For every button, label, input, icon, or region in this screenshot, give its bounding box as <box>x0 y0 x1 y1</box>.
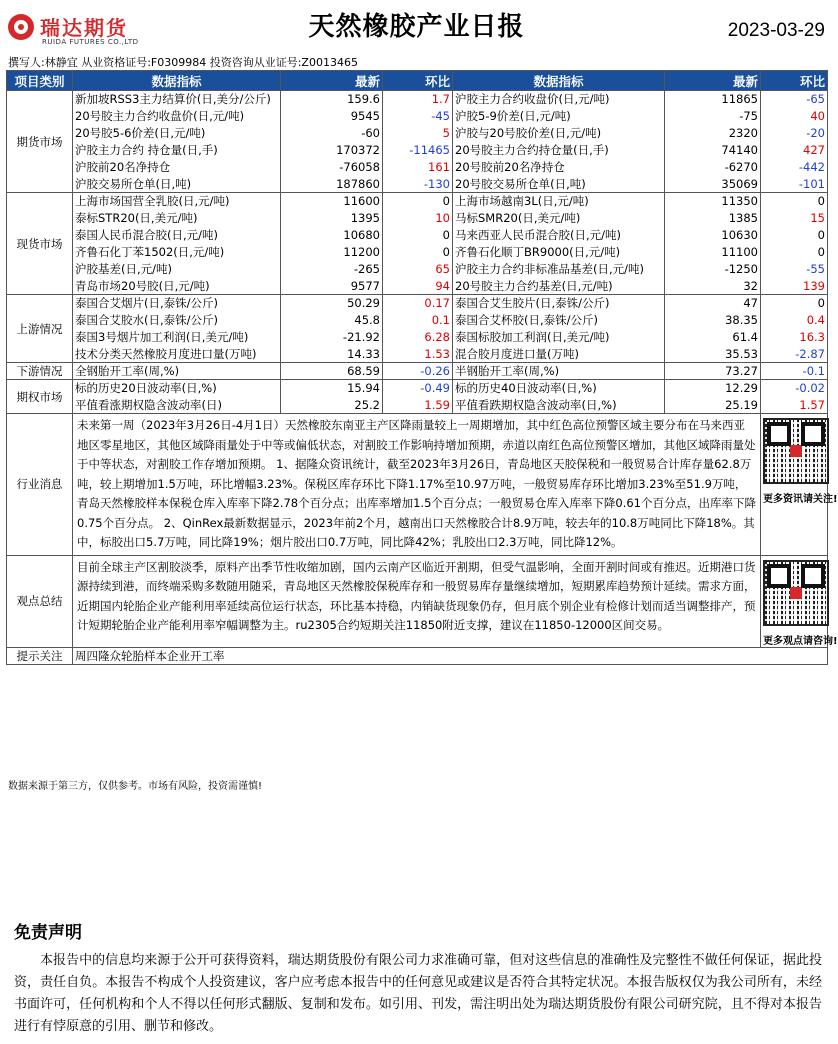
indicator-left: 泰国人民币混合胶(日,元/吨) <box>73 227 281 244</box>
change-right: 15 <box>761 210 828 227</box>
indicator-left: 20号胶主力合约收盘价(日,元/吨) <box>73 108 281 125</box>
latest-left: 45.8 <box>281 312 383 329</box>
table-row <box>7 346 828 363</box>
table-row <box>7 397 828 414</box>
category-cell: 期权市场 <box>7 380 73 414</box>
latest-right: 73.27 <box>665 363 761 380</box>
latest-left: 11200 <box>281 244 383 261</box>
table-row <box>7 329 828 346</box>
change-left: -45 <box>383 108 453 125</box>
latest-right: 12.29 <box>665 380 761 397</box>
latest-left: 25.2 <box>281 397 383 414</box>
header-indicator-right: 数据指标 <box>453 71 665 91</box>
indicator-left: 沪胶前20名净持仓 <box>73 159 281 176</box>
change-right: 0 <box>761 295 828 312</box>
change-left: 94 <box>383 278 453 295</box>
latest-left: 11600 <box>281 193 383 210</box>
indicator-left: 技术分类天然橡胶月度进口量(万吨) <box>73 346 281 363</box>
table-row <box>7 193 828 210</box>
tips-text: 周四隆众轮胎样本企业开工率 <box>73 647 828 664</box>
news-row <box>7 414 828 556</box>
indicator-left: 全钢胎开工率(周,%) <box>73 363 281 380</box>
latest-right: 32 <box>665 278 761 295</box>
indicator-right: 20号胶主力合约基差(日,元/吨) <box>453 278 665 295</box>
change-right: 139 <box>761 278 828 295</box>
report-title: 天然橡胶产业日报 <box>308 12 525 42</box>
change-left: 0.17 <box>383 295 453 312</box>
latest-left: -60 <box>281 125 383 142</box>
change-right: 40 <box>761 108 828 125</box>
header-change-left: 环比 <box>383 71 453 91</box>
indicator-right: 混合胶月度进口量(万吨) <box>453 346 665 363</box>
indicator-right: 20号胶前20名净持仓 <box>453 159 665 176</box>
indicator-left: 齐鲁石化丁苯1502(日,元/吨) <box>73 244 281 261</box>
indicator-left: 沪胶基差(日,元/吨) <box>73 261 281 278</box>
indicator-right: 标的历史40日波动率(日,%) <box>453 380 665 397</box>
table-row <box>7 278 828 295</box>
latest-left: 9577 <box>281 278 383 295</box>
qr-code-icon <box>763 560 829 626</box>
source-note: 数据来源于第三方，仅供参考。市场有风险，投资需谨慎! <box>8 781 263 792</box>
table-row <box>7 159 828 176</box>
view-row <box>7 555 828 647</box>
latest-right: 38.35 <box>665 312 761 329</box>
indicator-right: 泰国合艾杯胶(日,泰铢/公斤) <box>453 312 665 329</box>
change-left: 0 <box>383 227 453 244</box>
indicator-right: 沪胶与20号胶价差(日,元/吨) <box>453 125 665 142</box>
category-cell: 上游情况 <box>7 295 73 363</box>
latest-left: 159.6 <box>281 91 383 108</box>
indicator-left: 标的历史20日波动率(日,%) <box>73 380 281 397</box>
qr-code-icon <box>763 418 829 484</box>
latest-right: -6270 <box>665 159 761 176</box>
change-right: 16.3 <box>761 329 828 346</box>
change-left: -130 <box>383 176 453 193</box>
latest-left: 68.59 <box>281 363 383 380</box>
report-date: 2023-03-29 <box>727 20 825 41</box>
change-right: -2.87 <box>761 346 828 363</box>
news-category: 行业消息 <box>7 414 73 556</box>
indicator-right: 马来西亚人民币混合胶(日,元/吨) <box>453 227 665 244</box>
indicator-right: 沪胶主力合约收盘价(日,元/吨) <box>453 91 665 108</box>
change-right: 0.4 <box>761 312 828 329</box>
latest-right: 10630 <box>665 227 761 244</box>
change-left: 0 <box>383 244 453 261</box>
indicator-right: 马标SMR20(日,美元/吨) <box>453 210 665 227</box>
latest-right: 25.19 <box>665 397 761 414</box>
change-right: -20 <box>761 125 828 142</box>
table-row <box>7 210 828 227</box>
change-left: 0.1 <box>383 312 453 329</box>
latest-right: 11350 <box>665 193 761 210</box>
change-right: -65 <box>761 91 828 108</box>
table-row <box>7 380 828 397</box>
latest-right: 2320 <box>665 125 761 142</box>
view-text: 目前全球主产区割胶淡季，原料产出季节性收缩加剧，国内云南产区临近开割期，但受气温影响，全面开割时间或有推迟。近期港口货源持续到港，而终端采购多数随用随采，青岛地区天然橡胶保税库存和一般贸易库存量继续增加，短期累库趋势预计延续。需求方面，近期国内轮胎企业产能利用率延续高位运行状态，环比基本持稳，内销缺货现象仍存，但月底个别企业有检修计划而适当调整排产，预计短期轮胎企业产能利用率窄幅调整为主。ru2305合约短期关注11850附近支撑，建议在11850-12000区间交易。 <box>73 555 761 647</box>
latest-right: 35.53 <box>665 346 761 363</box>
latest-left: 187860 <box>281 176 383 193</box>
indicator-right: 半钢胎开工率(周,%) <box>453 363 665 380</box>
indicator-left: 泰国合艾胶水(日,泰铢/公斤) <box>73 312 281 329</box>
change-right: -55 <box>761 261 828 278</box>
latest-right: 74140 <box>665 142 761 159</box>
category-cell: 下游情况 <box>7 363 73 380</box>
category-cell: 期货市场 <box>7 91 73 193</box>
latest-right: 61.4 <box>665 329 761 346</box>
table-header-row <box>7 71 828 91</box>
latest-left: 9545 <box>281 108 383 125</box>
indicator-right: 平值看跌期权隐含波动率(日,%) <box>453 397 665 414</box>
news-qr-cell <box>761 414 838 556</box>
indicator-left: 沪胶主力合约 持仓量(日,手) <box>73 142 281 159</box>
text-section-body <box>7 414 838 665</box>
data-table <box>6 70 838 665</box>
header-latest-left: 最新 <box>281 71 383 91</box>
change-right: 0 <box>761 227 828 244</box>
change-left: 5 <box>383 125 453 142</box>
header-indicator-left: 数据指标 <box>73 71 281 91</box>
latest-left: 10680 <box>281 227 383 244</box>
header-latest-right: 最新 <box>665 71 761 91</box>
table-row <box>7 142 828 159</box>
latest-left: -21.92 <box>281 329 383 346</box>
change-right: -442 <box>761 159 828 176</box>
latest-right: -75 <box>665 108 761 125</box>
indicator-right: 泰国标胶加工利润(日,美元/吨) <box>453 329 665 346</box>
change-left: 1.7 <box>383 91 453 108</box>
table-row <box>7 312 828 329</box>
indicator-right: 沪胶主力合约非标准品基差(日,元/吨) <box>453 261 665 278</box>
indicator-left: 20号胶5-6价差(日,元/吨) <box>73 125 281 142</box>
indicator-right: 上海市场越南3L(日,元/吨) <box>453 193 665 210</box>
category-cell: 现货市场 <box>7 193 73 295</box>
table-body <box>7 91 828 414</box>
change-right: 427 <box>761 142 828 159</box>
indicator-left: 泰国合艾烟片(日,泰铢/公斤) <box>73 295 281 312</box>
change-left: 1.53 <box>383 346 453 363</box>
change-right: -0.02 <box>761 380 828 397</box>
indicator-right: 泰国合艾生胶片(日,泰铢/公斤) <box>453 295 665 312</box>
disclaimer-text: 本报告中的信息均来源于公开可获得资料，瑞达期货股份有限公司力求准确可靠，但对这些信息的准确性及完整性不做任何保证，据此投资，责任自负。本报告不构成个人投资建议，客户应考虑本报告中的任何意见或建议是否符合其特定状况。本报告版权仅为我公司所有，未经书面许可，任何机构和个人不得以任何形式翻版、复制和发布。如引用、刊发，需注明出处为瑞达期货股份有限公司研究院，且不得对本报告进行有悖原意的引用、删节和修改。 <box>14 953 822 1034</box>
latest-right: -1250 <box>665 261 761 278</box>
table-row <box>7 295 828 312</box>
logo-cn-text: 瑞达期货 <box>40 16 128 40</box>
indicator-right: 20号胶交易所仓单(日,吨) <box>453 176 665 193</box>
disclaimer-title: 免责声明 <box>14 923 82 943</box>
table-row <box>7 125 828 142</box>
indicator-left: 泰国3号烟片加工利润(日,美元/吨) <box>73 329 281 346</box>
table-row <box>7 176 828 193</box>
indicator-left: 泰标STR20(日,美元/吨) <box>73 210 281 227</box>
indicator-left: 青岛市场20号胶(日,元/吨) <box>73 278 281 295</box>
latest-right: 11100 <box>665 244 761 261</box>
news-qr-caption: 更多资讯请关注! <box>763 494 838 505</box>
latest-left: -76058 <box>281 159 383 176</box>
latest-left: 1395 <box>281 210 383 227</box>
table-row <box>7 363 828 380</box>
indicator-left: 沪胶交易所仓单(日,吨) <box>73 176 281 193</box>
change-left: 161 <box>383 159 453 176</box>
tips-row <box>7 647 828 664</box>
change-left: -0.49 <box>383 380 453 397</box>
report-header <box>0 0 833 52</box>
header-change-right: 环比 <box>761 71 828 91</box>
latest-right: 11865 <box>665 91 761 108</box>
table-row <box>7 244 828 261</box>
change-left: 6.28 <box>383 329 453 346</box>
table-row <box>7 91 828 108</box>
indicator-right: 齐鲁石化顺丁BR9000(日,元/吨) <box>453 244 665 261</box>
latest-right: 47 <box>665 295 761 312</box>
change-right: -0.1 <box>761 363 828 380</box>
latest-right: 35069 <box>665 176 761 193</box>
change-left: 0 <box>383 193 453 210</box>
indicator-right: 沪胶5-9价差(日,元/吨) <box>453 108 665 125</box>
logo-en-text: RUIDA FUTURES CO.,LTD <box>42 38 139 46</box>
header-category: 项目类别 <box>7 71 73 91</box>
author-line: 撰写人:林静宜 从业资格证号:F0309984 投资咨询从业证号:Z0013465 <box>8 56 358 69</box>
latest-left: 15.94 <box>281 380 383 397</box>
change-left: -0.26 <box>383 363 453 380</box>
change-left: -11465 <box>383 142 453 159</box>
change-left: 65 <box>383 261 453 278</box>
change-left: 1.59 <box>383 397 453 414</box>
change-right: -101 <box>761 176 828 193</box>
latest-left: 14.33 <box>281 346 383 363</box>
view-category: 观点总结 <box>7 555 73 647</box>
change-right: 1.57 <box>761 397 828 414</box>
latest-left: 170372 <box>281 142 383 159</box>
change-left: 10 <box>383 210 453 227</box>
view-qr-caption: 更多观点请咨询! <box>763 635 838 647</box>
indicator-left: 上海市场国营全乳胶(日,元/吨) <box>73 193 281 210</box>
change-right: 0 <box>761 244 828 261</box>
latest-left: 50.29 <box>281 295 383 312</box>
latest-right: 1385 <box>665 210 761 227</box>
table-row <box>7 261 828 278</box>
view-qr-cell <box>761 555 838 647</box>
table-row <box>7 227 828 244</box>
change-right: 0 <box>761 193 828 210</box>
news-text: 未来第一周（2023年3月26日-4月1日）天然橡胶东南亚主产区降雨量较上一周期增加，其中红色高位预警区域主要分布在马来西亚地区零星地区，其他区域降雨量处于中等或偏低状态，对割胶工作影响持增加预期，赤道以南红色高位预警区增加，其他区域降雨量处于中等状态，对割胶工作存增加预期。 1、据隆众资讯统计，截至2023年3月26日，青岛地区天胶保税和一般贸易合计库存量62.8万吨，较上期增加1.5万吨，环比增幅3.23%。保税区库存环比下降1.17%至10.97万吨，一般贸易库存环比增加3.23%至51.9万吨，青岛天然橡胶样本保税仓库入库率下降2.78个百分点；出库率增加1.5个百分点；一般贸易仓库入库率下降0.61个百分点，出库率下降0.75个百分点。 2、QinRex最新数据显示，2023年前2个月，越南出口天然橡胶合计8.9万吨，较去年的10.8万吨同比下降18%。其中，标胶出口5.7万吨，同比降19%；烟片胶出口0.7万吨，同比降42%；乳胶出口2.3万吨，同比降12%。 <box>73 414 761 556</box>
indicator-left: 平值看涨期权隐含波动率(日) <box>73 397 281 414</box>
indicator-left: 新加坡RSS3主力结算价(日,美分/公斤) <box>73 91 281 108</box>
indicator-right: 20号胶主力合约持仓量(日,手) <box>453 142 665 159</box>
tips-category: 提示关注 <box>7 647 73 664</box>
latest-left: -265 <box>281 261 383 278</box>
table-row <box>7 108 828 125</box>
